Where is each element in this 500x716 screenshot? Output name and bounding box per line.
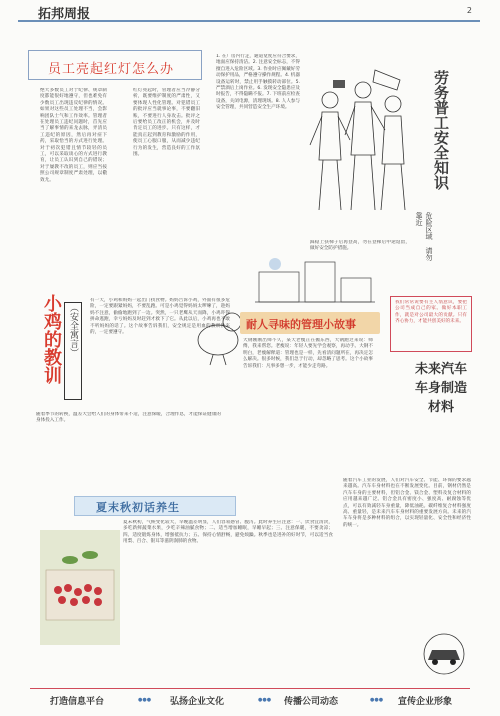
story-chick-body: 有一天，小鸡和妈妈一起出门找食物。妈妈告诉小鸡，外面有很多危险，一定要跟紧妈妈，不要乱跑。可是小鸡觉得妈妈太啰嗦了，趁妈妈不注意，偷偷地跑到了一边。突然，一只老鹰从天而降，小鸡吓得拼命逃跑，幸亏妈妈及时赶到才救下了它。从此以后，小鸡再也不敢不听妈妈的话了。这个故事告诉我们，安全规定是用血的教训换来的，一定要遵守。 <box>90 298 230 336</box>
footer-divider-3: ●●● <box>370 697 384 703</box>
article-discipline-title: 员工亮起红灯怎么办 <box>48 62 175 77</box>
safety-rules-col: 1. 在厂房内行走，通道宽度应符合要求，地面应保持清洁。2. 注意安全标志，不得擅自进入危险区域。3. 作业时应佩戴好劳动保护用品，严格遵守操作规程。4. 机器设备运转时，禁止用手触摸转动部位。5. 严禁酒后上岗作业。6. 发现安全隐患应及时报告，不得隐瞒不报。7. 下班前应检查设备，关闭电源，清理现场。8. 人人参与安全管理，共同营造安全生产环境。 <box>216 54 300 111</box>
fruit-photo <box>40 530 120 645</box>
footer-item-1: 打造信息平台 <box>50 697 105 707</box>
inset-text: 我们常常说要有主人翁意识，要把公司当成自己的家。做好本职工作，就是对公司最大的贡献。只有齐心协力，才能共创美好的未来。 <box>395 300 467 325</box>
story-chick-subtitle: （安全寓言） <box>68 303 78 357</box>
footer-item-3: 传播公司动态 <box>284 697 339 707</box>
workers-illustration <box>305 60 415 230</box>
mgmt-story-body: 大钢刚刚出师不久，某天老瘦正在搬东西，大钢跑过来说：师傅，我来帮您。老瘦说：年轻人要先学会观察，再动手。大钢不明白，老瘦解释道：管理也是一样，先看清问题所在，再决定怎么解决。很多时候，我们急于行动，却忽略了思考。这个小故事告诉我们：凡事多想一步，才能少走弯路。 <box>243 338 373 369</box>
health-title: 夏末秋初话养生 <box>96 501 180 514</box>
mgmt-story-title: 耐人寻味的管理小故事 <box>246 318 356 331</box>
article-discipline-col2: 红灯亮起时，管理者应当冷静分析，既要维护制度的严肃性，又要体现人性化管理。对犯错员工的批评应当就事论事，不要翻旧账，不要进行人身攻击。批评之后要给员工改正的机会，并及时肯定员工的进步。只有这样，才能真正起到教育和激励的作用，使员工心服口服，从而减少违纪行为的发生，营造良好的工作氛围。 <box>133 88 200 158</box>
article-discipline-col1: 绝大多数员工对于纪律、规章制度都能很好地遵守，但也难免有少数员工出现违反纪律的情况。如果对这些员工处理不当，会影响团队士气和工作效率。管理者在处理员工违纪问题时，首先应当了解事情的来龙去脉，弄清员工违纪的原因，然后再对症下药，采取恰当的方式进行处理。对于初次犯错且情节较轻的员工，可以采取谈心的方式进行教育，让员工认识到自己的错误；对于屡教不改的员工，则应当按照公司规章制度严肃处理，以儆效尤。 <box>40 88 107 183</box>
footer-divider-2: ●●● <box>258 697 272 703</box>
newspaper-masthead: 拓邦周报 <box>38 7 91 22</box>
story-chick-subtitle-box <box>64 302 82 400</box>
car-illustration <box>418 632 470 676</box>
health-body: 夏末秋初，气候变化较大，早晚温差明显，人们容易感冒、腹泻。此时养生应注意：一、饮食宜清淡，多吃新鲜蔬菜水果，少吃辛辣油腻食物；二、适当增加睡眠，早睡早起；三、注意保暖，不要贪凉；四、适度锻炼身体，增强抵抗力；五、保持心情舒畅，避免烦躁。秋季也是进补的好时节，可以适当食用梨、百合、银耳等滋阴润肺的食物。 <box>123 520 333 545</box>
danger-zone-label: 危险区域 请勿靠近 <box>415 212 433 261</box>
auto-materials-title: 未来汽车车身制造材料 <box>414 362 467 415</box>
header-rule <box>18 20 480 22</box>
footer-item-2: 弘扬企业文化 <box>170 697 225 707</box>
story-chick-title: 小鸡的教训 <box>41 294 62 384</box>
factory-graphic <box>255 252 375 310</box>
safety-knowledge-title: 劳务普工安全知识 <box>432 70 450 190</box>
story-chick-continued: 随着季节的转换，温差大会给人们的身体带来不适，注意保暖，合理作息，才能保证健康的身体投入工作。 <box>36 412 221 424</box>
footer-item-4: 宣传企业形象 <box>398 697 453 707</box>
page-number: 2 <box>466 6 472 15</box>
footer-divider-1: ●●● <box>138 697 152 703</box>
footer-rule <box>30 688 470 689</box>
danger-zone-sign <box>414 212 462 264</box>
auto-materials-body: 随着汽车工业的发展，人们对汽车安全、节能、环保的要求越来越高。汽车车身材料也在不断发展变化。目前，钢材仍然是汽车车身的主要材料，但铝合金、镁合金、塑料及复合材料的应用越来越广泛。铝合金具有密度小、强度高、耐腐蚀等优点，可以有效减轻车身重量，降低油耗。碳纤维复合材料强度高、重量轻，是未来汽车车身材料的重要发展方向。未来的汽车车身将是多种材料的组合，以实现轻量化、安全性和经济性的统一。 <box>343 478 471 528</box>
safety-caption: 踩稳上扶梯子后再登高，勿在登梯后中途逗留，做好安全防护措施。 <box>310 240 410 252</box>
